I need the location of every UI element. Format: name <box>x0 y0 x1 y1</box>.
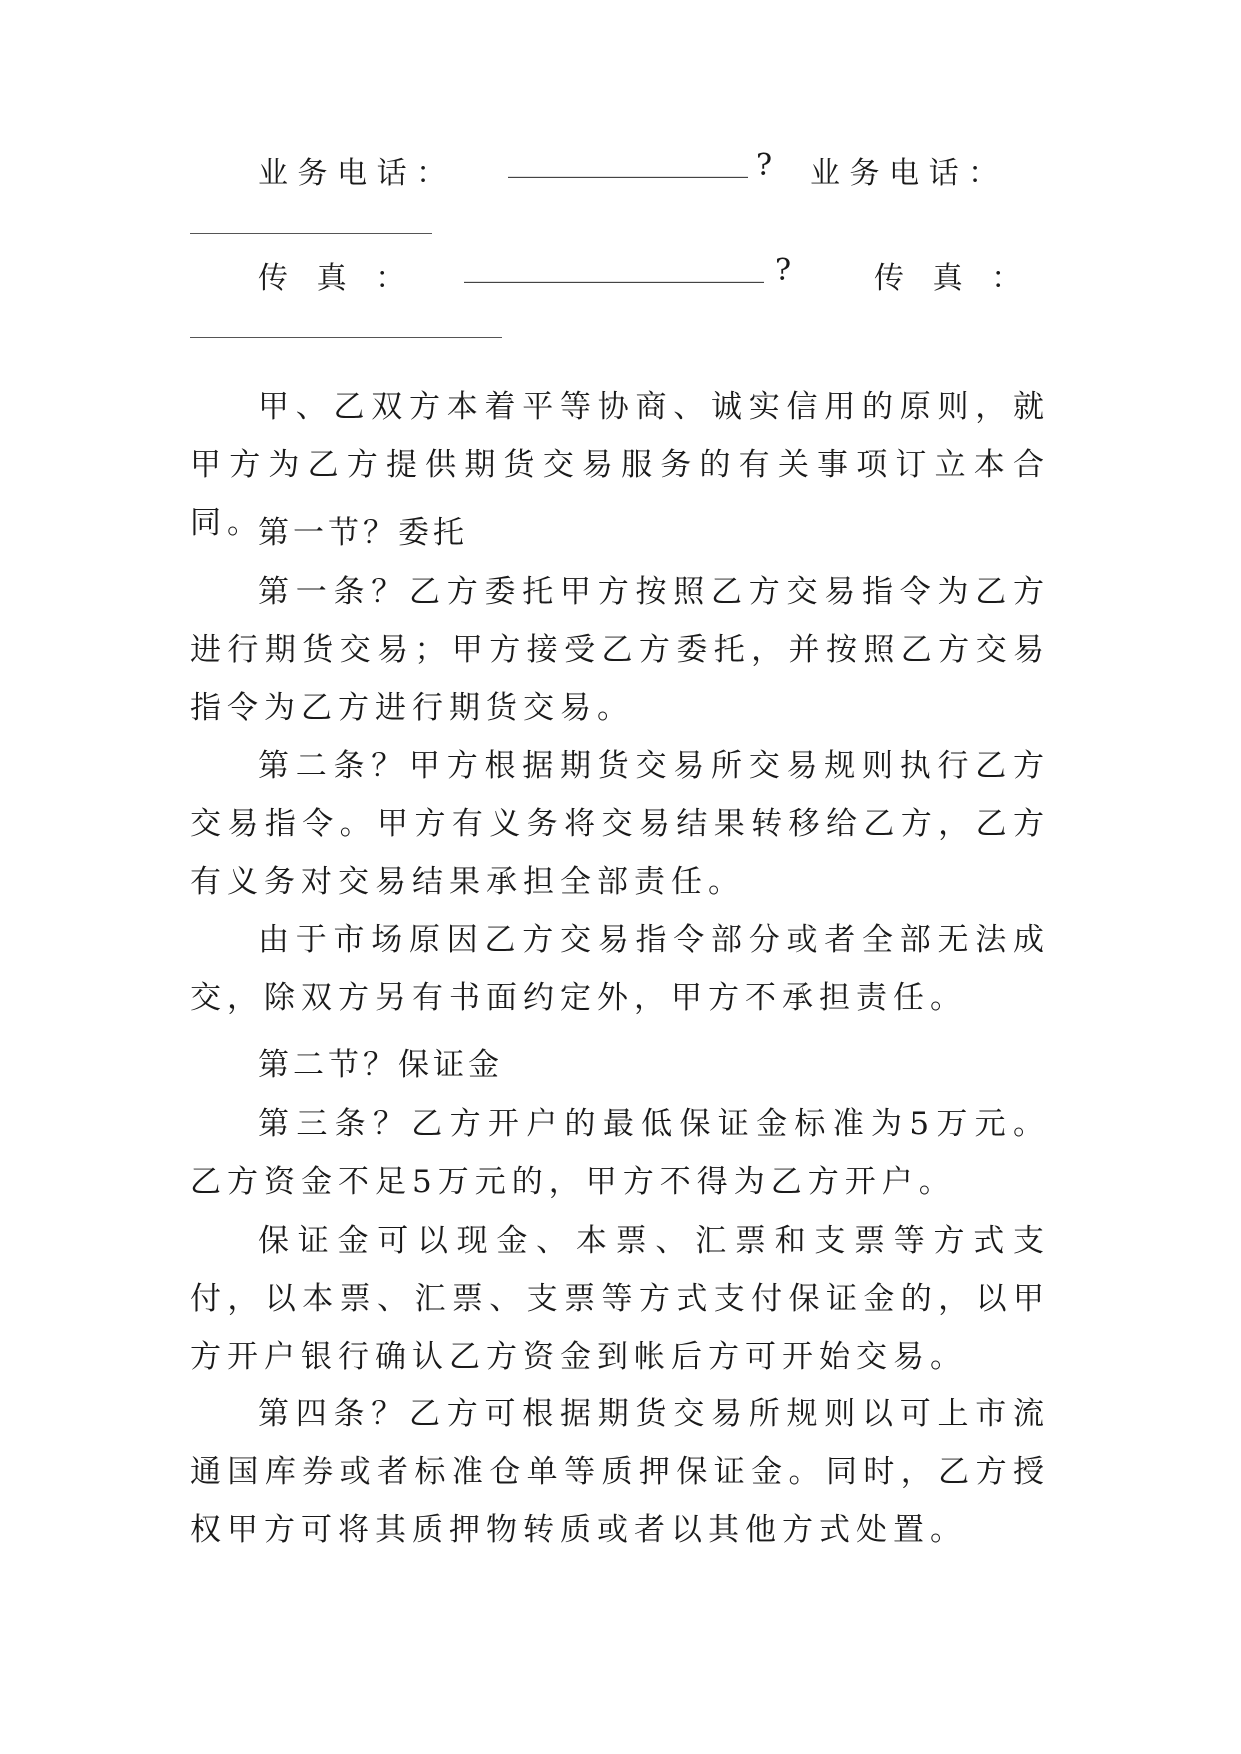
phone-separator: ? <box>756 148 773 183</box>
phone-blank-2 <box>190 233 432 234</box>
article3-note-paragraph: 保证金可以现金、本票、汇票和支票等方式支付，以本票、汇票、支票等方式支付保证金的，以甲方开户银行确认乙方资金到帐后方可开始交易。 <box>190 1223 1050 1375</box>
section1-heading: 第一节？委托 <box>258 515 468 551</box>
fax-blank: ____________________ <box>464 249 764 284</box>
article2-paragraph: 第二条？甲方根据期货交易所交易规则执行乙方交易指令。甲方有义务将交易结果转移给乙方，乙方有义务对交易结果承担全部责任。 <box>190 748 1050 900</box>
fax-label-2: 传 真 ： <box>874 261 1022 296</box>
intro-paragraph: 甲、乙双方本着平等协商、诚实信用的原则，就甲方为乙方提供期货交易服务的有关事项订立本合同。 <box>190 389 1050 541</box>
fax-row <box>258 249 1048 296</box>
fax-blank-2 <box>190 337 502 338</box>
phone-blank: ________________ <box>508 144 748 179</box>
phone-label-2: 业 务 电 话 ： <box>810 156 999 191</box>
section2-heading: 第二节？保证金 <box>258 1047 503 1083</box>
article2-note-paragraph: 由于市场原因乙方交易指令部分或者全部无法成交，除双方另有书面约定外，甲方不承担责任。 <box>190 922 1050 1016</box>
fax-label: 传 真 ： <box>258 261 406 296</box>
article3-paragraph: 第三条？乙方开户的最低保证金标准为5万元。乙方资金不足5万元的，甲方不得为乙方开户。 <box>190 1106 1050 1200</box>
phone-row <box>258 144 1048 191</box>
article4-paragraph: 第四条？乙方可根据期货交易所规则以可上市流通国库券或者标准仓单等质押保证金。同时，乙方授权甲方可将其质押物转质或者以其他方式处置。 <box>190 1396 1050 1548</box>
phone-label: 业 务 电 话 ： <box>258 156 447 191</box>
article1-paragraph: 第一条？乙方委托甲方按照乙方交易指令为乙方进行期货交易；甲方接受乙方委托，并按照乙方交易指令为乙方进行期货交易。 <box>190 574 1050 726</box>
fax-separator: ? <box>775 253 792 288</box>
